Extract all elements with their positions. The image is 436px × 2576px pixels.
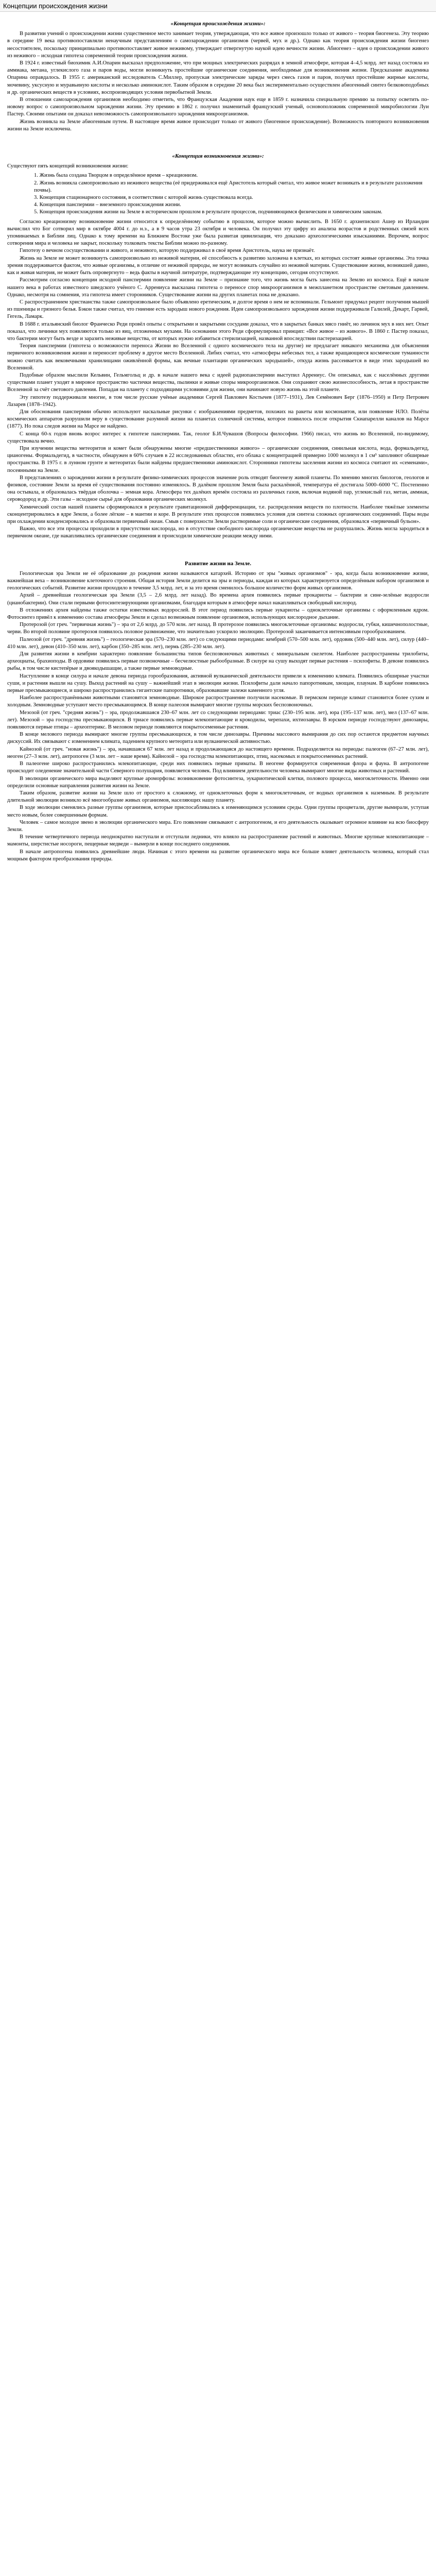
paragraph: Для развития жизни в кембрии характерно появление большинства типов беспозвоночных животных с минеральным скелетом. Наиболее распространены трилобиты, археоциаты, брахиоподы. В ордовике появились первые позвоночные – бесчелюстные рыбообразные. В силуре на сушу выходят первые растения – псилофиты. В девоне появились рыбы, в том числе кистепёрые и двоякодышащие, а также первые земноводные.	[7, 651, 429, 672]
paragraph: В развитии учений о происхождении жизни существенное место занимает теория, утверждающая, что все живое произошло только от живого – теория биогенеза. Эту теорию в середине 19 века противопоставляли ненаучным представлениям о самозарождении организмов (червей, мух и др.). Однако как теория происхождения жизни биогенез несостоятелен, поскольку принципиально противопоставляет живое неживому, утверждает отвергнутую наукой идею вечности жизни. Абиогенез – идея о происхождении живого из неживого – исходная гипотеза современной теории происхождения жизни.	[7, 31, 429, 59]
paragraph: При изучении вещества метеоритов и комет были обнаружены многие «предшественники живого» – органические соединения, синильная кислота, вода, формальдегид, цианогены. Формальдегид, в частности, обнаружен в 60% случаев в 22 исследованных областях, его облака с концентрацией примерно 1000 молекул в 1 см³ заполняют обширные пространства. В 1975 г. в лунном грунте и метеоритах были найдены предшественники аминокислот. Сторонники гипотезы заселения жизни из космоса считают их «семенами», посеянными на Земле.	[7, 445, 429, 473]
paragraph: Для обоснования панспермии обычно используют наскальные рисунки с изображениями предметов, похожих на ракеты или космонавтов, или появление НЛО. Полёты космических аппаратов разрушили веру в существование разумной жизни на планетах солнечной системы, которое появилось после открытия Скиапарелли каналов на Марсе (1877). Но пока следов жизни на Марсе не найдено.	[7, 409, 429, 430]
section-origin	[7, 30, 429, 133]
spacer	[7, 133, 429, 147]
paragraph: С конца 60-х годов вновь возрос интерес к гипотезе панспермии. Так, геолог Б.И.Чувашов (Вопросы философии. 1966) писал, что жизнь во Вселенной, по-видимому, существовала вечно.	[7, 431, 429, 444]
paragraph: В отношении самозарождения организмов необходимо отметить, что Французская Академия наук еще в 1859 г. назначила специальную премию за попытку осветить по-новому вопрос о самопроизвольном зарождении жизни. Эту премию в 1862 г. получил знаменитый французский ученый, основоположник современной микробиологии Луи Пастер. Своими опытами он доказал невозможность самопроизвольного зарождения микроорганизмов.	[7, 97, 429, 117]
concepts-list	[34, 172, 429, 216]
list-item: 1. Жизнь была создана Творцом в определённое время – креационизм.	[34, 173, 198, 179]
section-heading-origin: «Концепция происхождения жизни»:	[170, 21, 266, 27]
paragraph: Жизнь на Земле не может возникнуть самопроизвольно из неживой материи, её способность к развитию заложена в клетках, из которых состоят живые организмы. Эта точка зрения поддерживается фактом, что живые организмы, в отличие от неживой природы, не могут возникать случайно из неживой материи. Существование жизни, возникшей давно, как и живая материя, не может быть опровергнуто – ведь факты в научной литературе, подтверждающие эту концепцию, сегодня отсутствуют.	[7, 255, 429, 276]
paragraph: Химический состав нашей планеты сформировался в результате гравитационной дифференциации, т.е. распределения веществ по плотности. Наиболее тяжёлые элементы сконцентрировались в ядре Земли, а более лёгкие – в мантии и коре. В результате этих процессов появились условия для синтеза сложных органических соединений. Пары воды при охлаждении конденсировались и образовали первичный океан. Смыв с поверхности Земли растворимые соли и органические соединения, образовался «первичный бульон».	[7, 504, 429, 524]
window-title: Концепции происхождения жизни	[3, 2, 108, 10]
paragraph: Палеозой (от греч. "древняя жизнь") – геологическая эра (570–230 млн. лет) со следующими периодами: кембрий (570–500 млн. лет), ордовик (500–440 млн. лет), силур (440–410 млн. лет), девон (410–350 млн. лет), карбон (350–285 млн. лет), пермь (285–230 млн. лет).	[7, 636, 429, 650]
spacer	[7, 540, 429, 555]
paragraph: Согласно креационизму возникновение жизни относится к определённому событию в прошлом, которое можно вычислить. В 1650 г. архиепископ Ашер из Ирландии вычислил что Бог сотворил мир в октябре 4004 г. до н.э., а в 9 часов утра 23 октября и человека. Он получил эту цифру из анализа возрастов и родственных связей всех упоминаемых в Библии лиц. Однако к тому времени на Ближнем Востоке уже была развитая цивилизация, что доказано археологическими изысканиями. Впрочем, вопрос сотворения мира и человека не закрыт, поскольку толковать тексты Библии можно по-разному.	[7, 218, 429, 247]
paragraph: Важно, что все эти процессы проходили в присутствии кислорода, но в отсутствие свободного кислорода органические вещества не разрушались. Жизнь могла зародиться в первичном океане, где накапливались органические соединения и происходили химические реакции между ними.	[7, 526, 429, 539]
paragraph: Протерозой (от греч. "первичная жизнь") – эра от 2,6 млрд. до 570 млн. лет назад. В протерозое появились многоклеточные организмы: водоросли, губки, кишечнополостные, черви. Во второй половине протерозоя появилось половое размножение, что значительно ускорило эволюцию. Протерозой заканчивается интенсивным горообразованием.	[7, 622, 429, 635]
paragraph: В 1688 г. итальянский биолог Франческо Реди провёл опыты с открытыми и закрытыми сосудами доказал, что в закрытых банках мясо гниёт, но личинок мух в них нет. Опыт показал, что личинки мух появляются только из яиц, отложенных мухами. На основании этого Реди сформулировал принцип: «Все живое – из живого». В 1860 г. Пастер показал, что бактерии могут быть везде и заразить неживые вещества, от которых нужно избавиться стерилизацией, названной впоследствии пастеризацией.	[7, 321, 429, 342]
paragraph: Подобные образом мыслили Кельвин, Гельмгольц и др. в начале нашего века с идеей радиопанспермии выступил Аррениус. Он описывал, как с населённых другими существами планет уходят в мировое пространство частички вещества, пылинки и живые споры микроорганизмов. Они сохраняют свою жизнеспособность, летая в пространстве Вселенной за счёт светового давления. Попадая на планету с подходящими условиями для жизни, они начинают новую жизнь на этой планете.	[7, 372, 429, 393]
paragraph: Геологическая эра Земли не её образование до рождения жизни называются катархей. Историю от эры "живых организмов" - эра, когда была возникновение жизни, важнейшая веха – возникновение клеточного строения. Общая история Земли делится на эры и периоды, каждая из которых характеризуется определённым набором организмов и геологических событий. Развитие жизни проходило в течение 3,5 млрд. лет, и за это время сменилось большое количество форм живых организмов.	[7, 570, 429, 591]
paragraph: В 1924 г. известный биохимик А.И.Опарин высказал предположение, что при мощных электрических разрядах в земной атмосфере, которая 4–4,5 млрд. лет назад состояла из аммиака, метана, углекислого газа и паров воды, могли возникнуть простейшие органические соединения, необходимые для возникновения жизни. Предсказание академика Опарина оправдалось. В 1955 г. американский исследователь С.Миллер, пропуская электрические заряды через смесь газов и паров, получил простейшие жирные кислоты, мочевину, уксусную и муравьиную кислоты и несколько аминокислот. Таким образом в середине 20 века был экспериментально осуществлен абиогенный синтез белковоподобных и др. органических веществ в условиях, воспроизводящих условия первобытной Земли.	[7, 60, 429, 95]
paragraph: В представлениях о зарождении жизни в результате физико-химических процессов значение роль отводят биогенезу живой планеты. По мнению многих биологов, геологов и физиков, состояние Земли за время её существования постоянно изменялось. В далёком прошлом Земля была раскалённой, температура её достигала 5000–6000 °С. Постепенно она остывала, и образовалась твёрдая оболочка – земная кора. Атмосфера тех далёких времён состояла из различных газов, включая водяной пар, углекислый газ, метан, аммиак, сероводород и др. Эти газы – исходное сырьё для образования органических молекул.	[7, 474, 429, 503]
list-item: 3. Концепция стационарного состояния, в соответствии с которой жизнь существовала всегда.	[34, 195, 253, 201]
section-heading-concepts: «Концепция возникновения жизни»:	[172, 153, 264, 160]
paragraph: Архей – древнейшая геологическая эра Земли (3,5 – 2,6 млрд. лет назад). Во времена архея появились первые прокариоты – бактерии и сине-зелёные водоросли (цианобактерии). Они стали первыми фотосинтезирующими организмами, благодаря которым в атмосфере начал накапливаться свободный кислород.	[7, 592, 429, 606]
paragraph: В отложениях архея найдены также остатки известковых водорослей. В этот период появились первые эукариоты – одноклеточные организмы с оформленным ядром. Фотосинтез привёл к изменению состава атмосферы Земли и сделал возможным появление организмов, использующих кислородное дыхание.	[7, 607, 429, 621]
paragraph: Мезозой (от греч. "средняя жизнь") – эра, продолжавшаяся 230–67 млн. лет со следующими периодами: триас (230–195 млн. лет), юра (195–137 млн. лет), мел (137–67 млн. лет). Мезозой – эра господства пресмыкающихся. В триасе появились первые млекопитающие и крокодилы, черепахи, ихтиозавры. В юрском периоде господствуют динозавры, появляются первые птицы – археоптерикс. В меловом периоде появляются покрытосеменные растения.	[7, 709, 429, 731]
section-concepts	[7, 218, 429, 540]
paragraph: Таким образом, развитие жизни на Земле шло от простого к сложному, от одноклеточных форм к многоклеточным, от водных организмов к наземным. В результате длительной эволюции возникло всё многообразие живых организмов, населяющих нашу планету.	[7, 790, 429, 804]
list-item: 2. Жизнь возникла самопроизвольно из неживого вещества (её придерживался ещё Аристотель который считал, что живое может возникать и в результате разложения почвы).	[34, 180, 423, 193]
section-heading-development: Развитие жизни на Земле.	[184, 560, 252, 567]
list-item: 4. Концепция панспермии – внеземного происхождения жизни.	[34, 202, 181, 208]
paragraph: Рассмотрим согласно концепции исходной панспермии появление жизни на Земле – признание того, что жизнь могла быть занесена на Землю из космоса. Ещё в начале нашего века в работах известного шведского учёного С. Аррениуса высказана гипотеза о переносе спор микроорганизмов в межпланетном пространстве световым давлением. Однако, несмотря на сомнения, эта гипотеза имеет сторонников. Существование жизни на других планетах пока не доказано.	[7, 277, 429, 298]
paragraph: В палеогене широко распространились млекопитающие, среди них появились первые приматы. В неогене формируется современная флора и фауна. В антропогене происходит оледенение значительной части Северного полушария, появляется человек. Под влиянием деятельности человека вымирают многие виды животных и растений.	[7, 761, 429, 774]
paragraph: В конце мелового периода вымирают многие группы пресмыкающихся, в том числе динозавры. Причины массового вымирания до сих пор остаются предметом научных дискуссий. Их связывают с изменением климата, падением крупного метеорита или вулканической активностью.	[7, 732, 429, 745]
paragraph: Эту гипотезу поддерживали многие, в том числе русские учёные академики Сергей Павлович Костычев (1877–1931), Лев Семёнович Берг (1876–1950) и Петр Петрович Лазарев (1878–1942).	[7, 394, 429, 408]
paragraph: Гипотезу о вечном сосуществовании и живого, и неживого, которую поддерживал в своё время Аристотель, наука не признаёт.	[20, 248, 315, 254]
paragraph: Кайнозой (от греч. "новая жизнь") – эра, начавшаяся 67 млн. лет назад и продолжающаяся до настоящего времени. Подразделяется на периоды: палеоген (67–27 млн. лет), неоген (27–3 млн. лет), антропоген (3 млн. лет – наше время). Кайнозой – эра господства млекопитающих, птиц, насекомых и покрытосеменных растений.	[7, 746, 429, 759]
document-body	[0, 12, 436, 873]
concepts-intro: Существуют пять концепций возникновения жизни:	[7, 163, 129, 170]
paragraph: Человек – самое молодое звено в эволюции органического мира. Его появление связывают с антропогеном, и его деятельность оказывает огромное влияние на всю биосферу Земли.	[7, 819, 429, 833]
paragraph: В начале антропогена появились древнейшие люди. Начиная с этого времени на развитие органического мира все больше влияет деятельность человека, который стал мощным фактором преобразования природы.	[7, 849, 429, 862]
paragraph: В течение четвертичного периода неоднократно наступали и отступали ледники, что влияло на распространение растений и животных. Многие крупные млекопитающие – мамонты, шерстистые носороги, пещерные медведи – вымерли в конце последнего оледенения.	[7, 834, 429, 848]
paragraph: В ходе эволюции сменялись разные группы организмов, которые приспосабливались к изменяющимся условиям среды. Одни группы процветали, другие вымирали, уступая место новым, более совершенным формам.	[7, 805, 429, 818]
list-item: 5. Концепция происхождения жизни на Земле в историческом прошлом в результате процессов, подчиняющимся физическим и химическим законам.	[34, 209, 382, 215]
paragraph: Наиболее распространёнными животными становятся земноводные. Широкое распространение получили насекомые. В пермском периоде климат становится более сухим и холодным. Земноводные уступают место пресмыкающимся. В конце палеозоя вымирают многие группы морских беспозвоночных.	[7, 695, 429, 708]
window-title-bar	[0, 0, 436, 12]
paragraph: С распространением христианства также самопроизвольное было объявлено еретическим, и долгое время о нем не вспоминали. Гельмонт придумал рецепт получения мышей из пшеницы и грязного белья. Бэкон также считал, что гниение есть зародыш нового рождения. Идеи самопроизвольного зарождения жизни поддерживали Галилей, Декарт, Гарвей, Гегель, Ламарк.	[7, 299, 429, 320]
section-development	[7, 570, 429, 863]
paragraph: Жизнь возникла на Земле абиогенным путем. В настоящее время живое происходит только от живого (биогенное происхождение). Возможность повторного возникновения жизни на Земле исключена.	[7, 118, 429, 132]
paragraph: Наступление в конце силура и начале девона периода горообразования, активной вулканической деятельности привели к изменению климата. Появились обширные участки суши, и растения вышли на сушу. Выход растений на сушу – важнейший этап в эволюции жизни. Псилофиты дали начало папоротникам, хвощам, плаунам. В карбоне появились первые пресмыкающиеся, и широко распространились гигантские папоротники, образовавшие залежи каменного угля.	[7, 673, 429, 694]
paragraph: Теория панспермии (гипотеза о возможности переноса Жизни во Вселенной с одного космического тела на другие) не предлагает никакого механизма для объяснения первичного возникновения жизни и переносит проблему в другое место Вселенной. Либих считал, что «атмосферы небесных тел, а также вращающиеся космические туманности можно считать как вековечными хранилищами оживлённой формы, как вечные плантации органических зародышей», откуда жизнь рассеивается в виде этих зародышей во Вселенной.	[7, 343, 429, 371]
paragraph: В эволюции органического мира выделяют крупные ароморфозы: возникновение фотосинтеза, эукариотической клетки, полового процесса, многоклеточности. Именно они определили основные направления развития жизни на Земле.	[7, 775, 429, 789]
